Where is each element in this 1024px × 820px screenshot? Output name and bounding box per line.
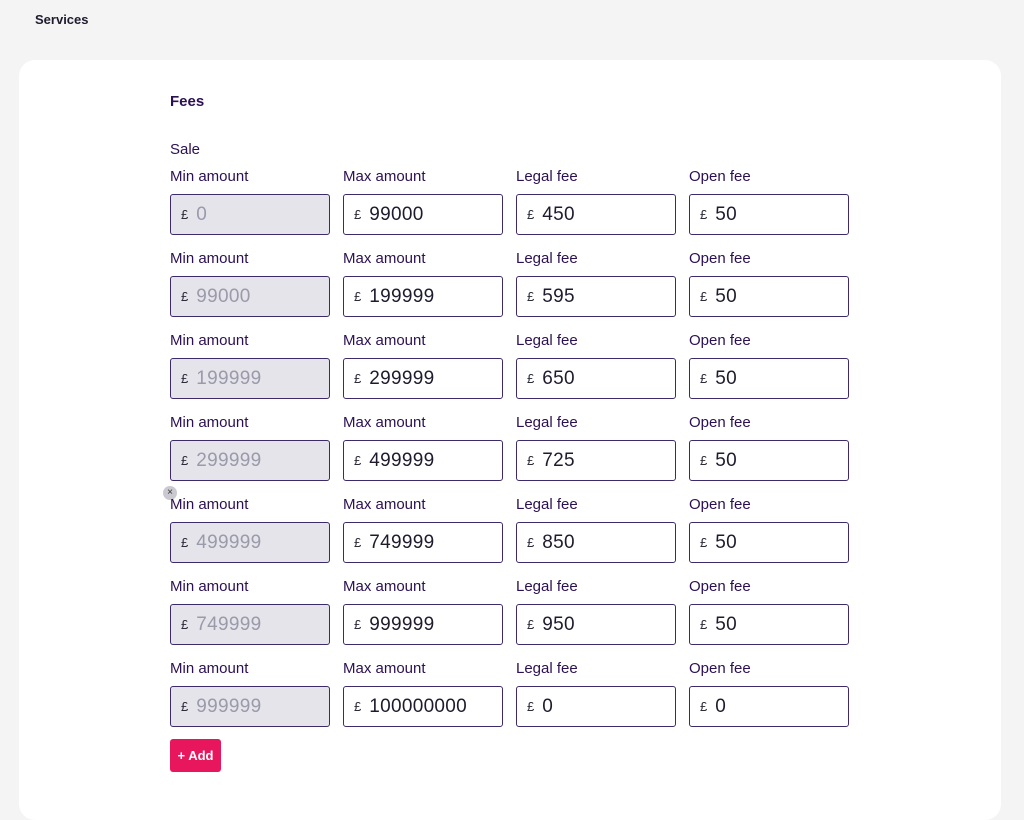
min-amount-input: [170, 440, 330, 481]
add-fee-row-button[interactable]: + Add: [170, 739, 221, 772]
legal-fee-input[interactable]: [516, 686, 676, 727]
min-amount-field: [170, 332, 330, 399]
open-fee-value: 50: [715, 531, 737, 553]
currency-symbol: £: [700, 207, 708, 222]
open-fee-label: Open fee: [689, 414, 751, 431]
max-amount-value: 199999: [369, 285, 435, 307]
open-fee-input[interactable]: [689, 440, 849, 481]
legal-fee-field: [516, 578, 676, 645]
open-fee-label: Open fee: [689, 496, 751, 513]
max-amount-value: 499999: [369, 449, 435, 471]
currency-symbol: £: [700, 617, 708, 632]
max-amount-label: Max amount: [343, 250, 426, 267]
max-amount-input[interactable]: [343, 604, 503, 645]
min-amount-input: [170, 604, 330, 645]
min-amount-input: [170, 194, 330, 235]
max-amount-field: [343, 250, 503, 317]
currency-symbol: £: [527, 453, 535, 468]
legal-fee-value: 450: [542, 203, 575, 225]
legal-fee-label: Legal fee: [516, 332, 578, 349]
sale-group-title: Sale: [170, 141, 201, 158]
open-fee-label: Open fee: [689, 168, 751, 185]
currency-symbol: £: [354, 207, 362, 222]
legal-fee-label: Legal fee: [516, 660, 578, 677]
page-title: Services: [35, 12, 89, 27]
max-amount-field: [343, 414, 503, 481]
open-fee-value: 50: [715, 285, 737, 307]
currency-symbol: £: [354, 453, 362, 468]
currency-symbol: £: [181, 289, 189, 304]
legal-fee-input[interactable]: [516, 440, 676, 481]
currency-symbol: £: [700, 453, 708, 468]
open-fee-input[interactable]: [689, 276, 849, 317]
currency-symbol: £: [181, 371, 189, 386]
legal-fee-input[interactable]: [516, 358, 676, 399]
open-fee-field: [689, 578, 849, 645]
currency-symbol: £: [354, 699, 362, 714]
open-fee-value: 50: [715, 203, 737, 225]
legal-fee-input[interactable]: [516, 276, 676, 317]
legal-fee-field: [516, 660, 676, 727]
open-fee-field: [689, 168, 849, 235]
remove-row-icon[interactable]: ×: [163, 486, 177, 500]
max-amount-label: Max amount: [343, 414, 426, 431]
open-fee-value: 50: [715, 613, 737, 635]
min-amount-field: [170, 414, 330, 481]
legal-fee-field: [516, 414, 676, 481]
min-amount-input: [170, 358, 330, 399]
max-amount-label: Max amount: [343, 168, 426, 185]
min-amount-field: [170, 660, 330, 727]
legal-fee-value: 650: [542, 367, 575, 389]
min-amount-field: [170, 168, 330, 235]
max-amount-input[interactable]: [343, 440, 503, 481]
max-amount-input[interactable]: [343, 522, 503, 563]
max-amount-label: Max amount: [343, 578, 426, 595]
max-amount-value: 999999: [369, 613, 435, 635]
currency-symbol: £: [181, 535, 189, 550]
max-amount-label: Max amount: [343, 496, 426, 513]
legal-fee-input[interactable]: [516, 194, 676, 235]
legal-fee-field: [516, 250, 676, 317]
currency-symbol: £: [181, 207, 189, 222]
currency-symbol: £: [181, 453, 189, 468]
legal-fee-value: 595: [542, 285, 575, 307]
currency-symbol: £: [527, 371, 535, 386]
min-amount-label: Min amount: [170, 250, 249, 267]
min-amount-input: [170, 276, 330, 317]
open-fee-input[interactable]: [689, 358, 849, 399]
legal-fee-label: Legal fee: [516, 250, 578, 267]
min-amount-field: [170, 250, 330, 317]
currency-symbol: £: [354, 535, 362, 550]
open-fee-field: [689, 332, 849, 399]
open-fee-input[interactable]: [689, 194, 849, 235]
min-amount-label: Min amount: [170, 332, 249, 349]
max-amount-input[interactable]: [343, 276, 503, 317]
open-fee-input[interactable]: [689, 686, 849, 727]
min-amount-label: Min amount: [170, 168, 249, 185]
currency-symbol: £: [527, 617, 535, 632]
min-amount-value: 749999: [196, 613, 262, 635]
min-amount-label: Min amount: [170, 414, 249, 431]
open-fee-label: Open fee: [689, 578, 751, 595]
legal-fee-label: Legal fee: [516, 414, 578, 431]
open-fee-value: 50: [715, 449, 737, 471]
legal-fee-value: 950: [542, 613, 575, 635]
currency-symbol: £: [527, 289, 535, 304]
currency-symbol: £: [700, 371, 708, 386]
open-fee-label: Open fee: [689, 250, 751, 267]
max-amount-value: 99000: [369, 203, 424, 225]
legal-fee-field: [516, 168, 676, 235]
max-amount-field: [343, 578, 503, 645]
legal-fee-label: Legal fee: [516, 168, 578, 185]
max-amount-input[interactable]: [343, 686, 503, 727]
open-fee-input[interactable]: [689, 604, 849, 645]
min-amount-field: [170, 578, 330, 645]
max-amount-value: 749999: [369, 531, 435, 553]
legal-fee-input[interactable]: [516, 522, 676, 563]
max-amount-field: [343, 168, 503, 235]
min-amount-value: 499999: [196, 531, 262, 553]
legal-fee-input[interactable]: [516, 604, 676, 645]
currency-symbol: £: [354, 289, 362, 304]
open-fee-label: Open fee: [689, 660, 751, 677]
min-amount-value: 0: [196, 203, 208, 225]
legal-fee-value: 0: [542, 695, 554, 717]
max-amount-field: [343, 660, 503, 727]
open-fee-field: [689, 660, 849, 727]
max-amount-value: 299999: [369, 367, 435, 389]
currency-symbol: £: [354, 371, 362, 386]
open-fee-field: [689, 496, 849, 563]
fees-title: Fees: [170, 93, 205, 110]
min-amount-value: 199999: [196, 367, 262, 389]
currency-symbol: £: [527, 699, 535, 714]
legal-fee-field: [516, 496, 676, 563]
min-amount-label: Min amount: [170, 660, 249, 677]
min-amount-label: Min amount: [170, 578, 249, 595]
legal-fee-field: [516, 332, 676, 399]
max-amount-field: [343, 332, 503, 399]
min-amount-value: 999999: [196, 695, 262, 717]
currency-symbol: £: [181, 699, 189, 714]
open-fee-label: Open fee: [689, 332, 751, 349]
open-fee-input[interactable]: [689, 522, 849, 563]
currency-symbol: £: [700, 535, 708, 550]
min-amount-label: Min amount: [170, 496, 249, 513]
services-card: [19, 60, 1001, 820]
open-fee-value: 50: [715, 367, 737, 389]
legal-fee-label: Legal fee: [516, 496, 578, 513]
min-amount-field: [170, 496, 330, 563]
currency-symbol: £: [700, 289, 708, 304]
legal-fee-value: 850: [542, 531, 575, 553]
max-amount-label: Max amount: [343, 660, 426, 677]
max-amount-field: [343, 496, 503, 563]
max-amount-input[interactable]: [343, 358, 503, 399]
open-fee-field: [689, 414, 849, 481]
min-amount-value: 99000: [196, 285, 251, 307]
currency-symbol: £: [527, 207, 535, 222]
legal-fee-label: Legal fee: [516, 578, 578, 595]
open-fee-value: 0: [715, 695, 727, 717]
min-amount-input: [170, 522, 330, 563]
max-amount-value: 100000000: [369, 695, 468, 717]
min-amount-input: [170, 686, 330, 727]
open-fee-field: [689, 250, 849, 317]
currency-symbol: £: [181, 617, 189, 632]
min-amount-value: 299999: [196, 449, 262, 471]
currency-symbol: £: [700, 699, 708, 714]
legal-fee-value: 725: [542, 449, 575, 471]
max-amount-label: Max amount: [343, 332, 426, 349]
currency-symbol: £: [527, 535, 535, 550]
max-amount-input[interactable]: [343, 194, 503, 235]
currency-symbol: £: [354, 617, 362, 632]
